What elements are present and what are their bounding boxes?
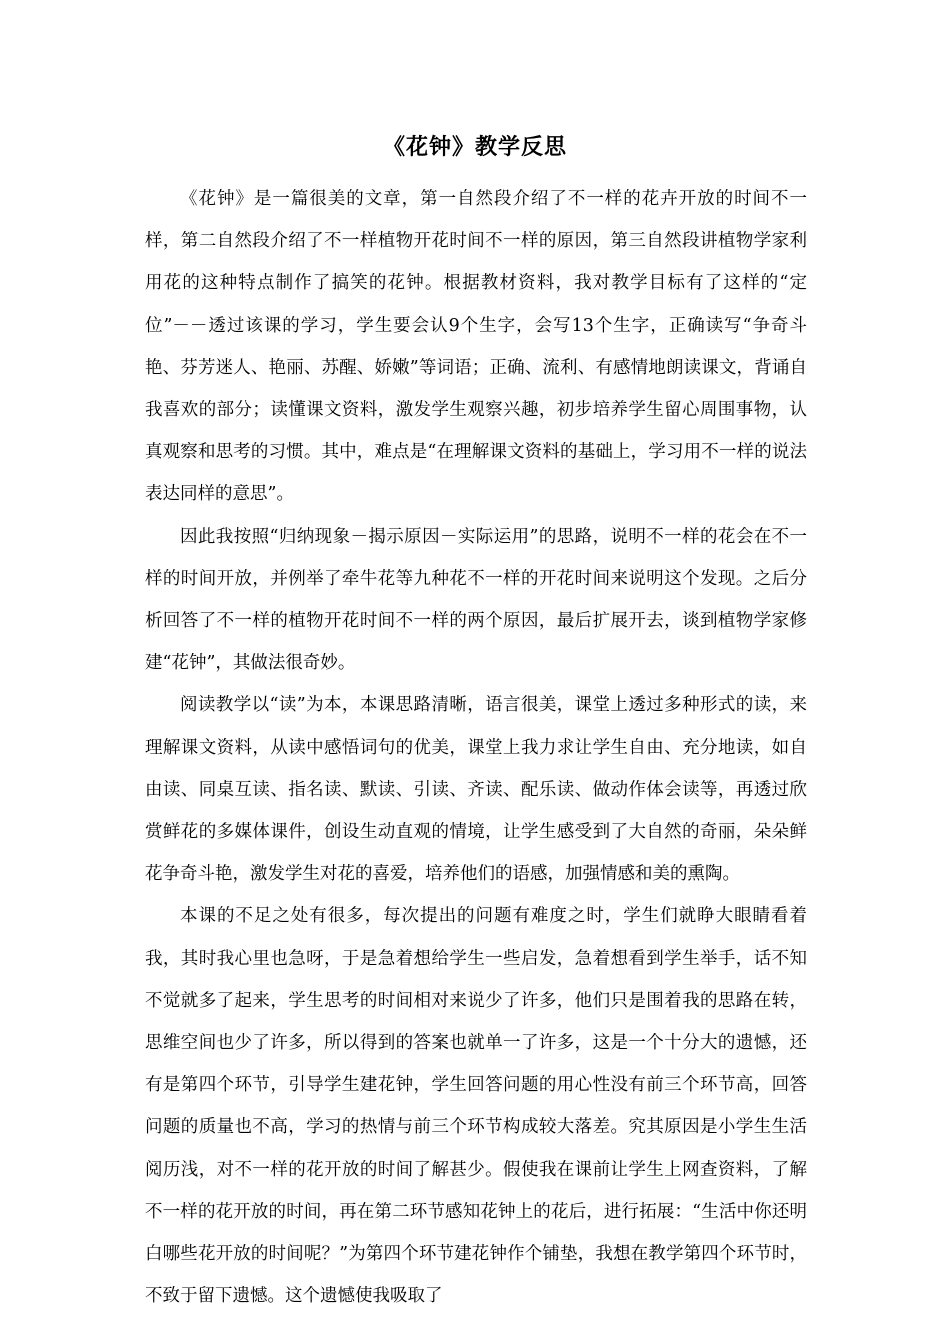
document-body: [145, 178, 807, 1317]
document-title: 《花钟》教学反思: [382, 135, 567, 160]
paragraph-approach: 因此我按照“归纳现象－揭示原因－实际运用”的思路，说明不一样的花会在不一样的时间开放，并例举了牵牛花等九种花不一样的开花时间来说明这个发现。之后分析回答了不一样的植物开花时间不一样的两个原因，最后扩展开去，谈到植物学家修建“花钟”，其做法很奇妙。: [145, 526, 807, 674]
paragraph-shortcomings: 本课的不足之处有很多，每次提出的问题有难度之时，学生们就睁大眼睛看着我，其时我心里也急呀，于是急着想给学生一些启发，急着想看到学生举手，话不知不觉就多了起来，学生思考的时间相对来说少了许多，他们只是围着我的思路在转，思维空间也少了许多，所以得到的答案也就单一了许多，这是一个十分大的遗憾，还有是第四个环节，引导学生建花钟，学生回答问题的用心性没有前三个环节高，回答问题的质量也不高，学习的热情与前三个环节构成较大落差。究其原因是小学生生活阅历浅，对不一样的花开放的时间了解甚少。假使我在课前让学生上网查资料，了解不一样的花开放的时间，再在第二环节感知花钟上的花后，进行拓展：“生活中你还明白哪些花开放的时间呢？”为第四个环节建花钟作个铺垫，我想在教学第四个环节时，不致于留下遗憾。这个遗憾使我吸取了: [145, 906, 807, 1307]
paragraph-reading: 阅读教学以“读”为本，本课思路清晰，语言很美，课堂上透过多种形式的读，来理解课文资料，从读中感悟词句的优美，课堂上我力求让学生自由、充分地读，如自由读、同桌互读、指名读、默读、引读、齐读、配乐读、做动作体会读等，再透过欣赏鲜花的多媒体课件，创设生动直观的情境，让学生感受到了大自然的奇丽，朵朵鲜花争奇斗艳，激发学生对花的喜爱，培养他们的语感，加强情感和美的熏陶。: [145, 695, 807, 885]
paragraph-intro: 《花钟》是一篇很美的文章，第一自然段介绍了不一样的花卉开放的时间不一样，第二自然段介绍了不一样植物开花时间不一样的原因，第三自然段讲植物学家利用花的这种特点制作了搞笑的花钟。根据教材资料，我对教学目标有了这样的“定位”－－透过该课的学习，学生要会认9个生字，会写13个生字，正确读写“争奇斗艳、芬芳迷人、艳丽、苏醒、娇嫩”等词语；正确、流利、有感情地朗读课文，背诵自我喜欢的部分；读懂课文资料，激发学生观察兴趣，初步培养学生留心周围事物，认真观察和思考的习惯。其中，难点是“在理解课文资料的基础上，学习用不一样的说法表达同样的意思”。: [145, 189, 807, 505]
